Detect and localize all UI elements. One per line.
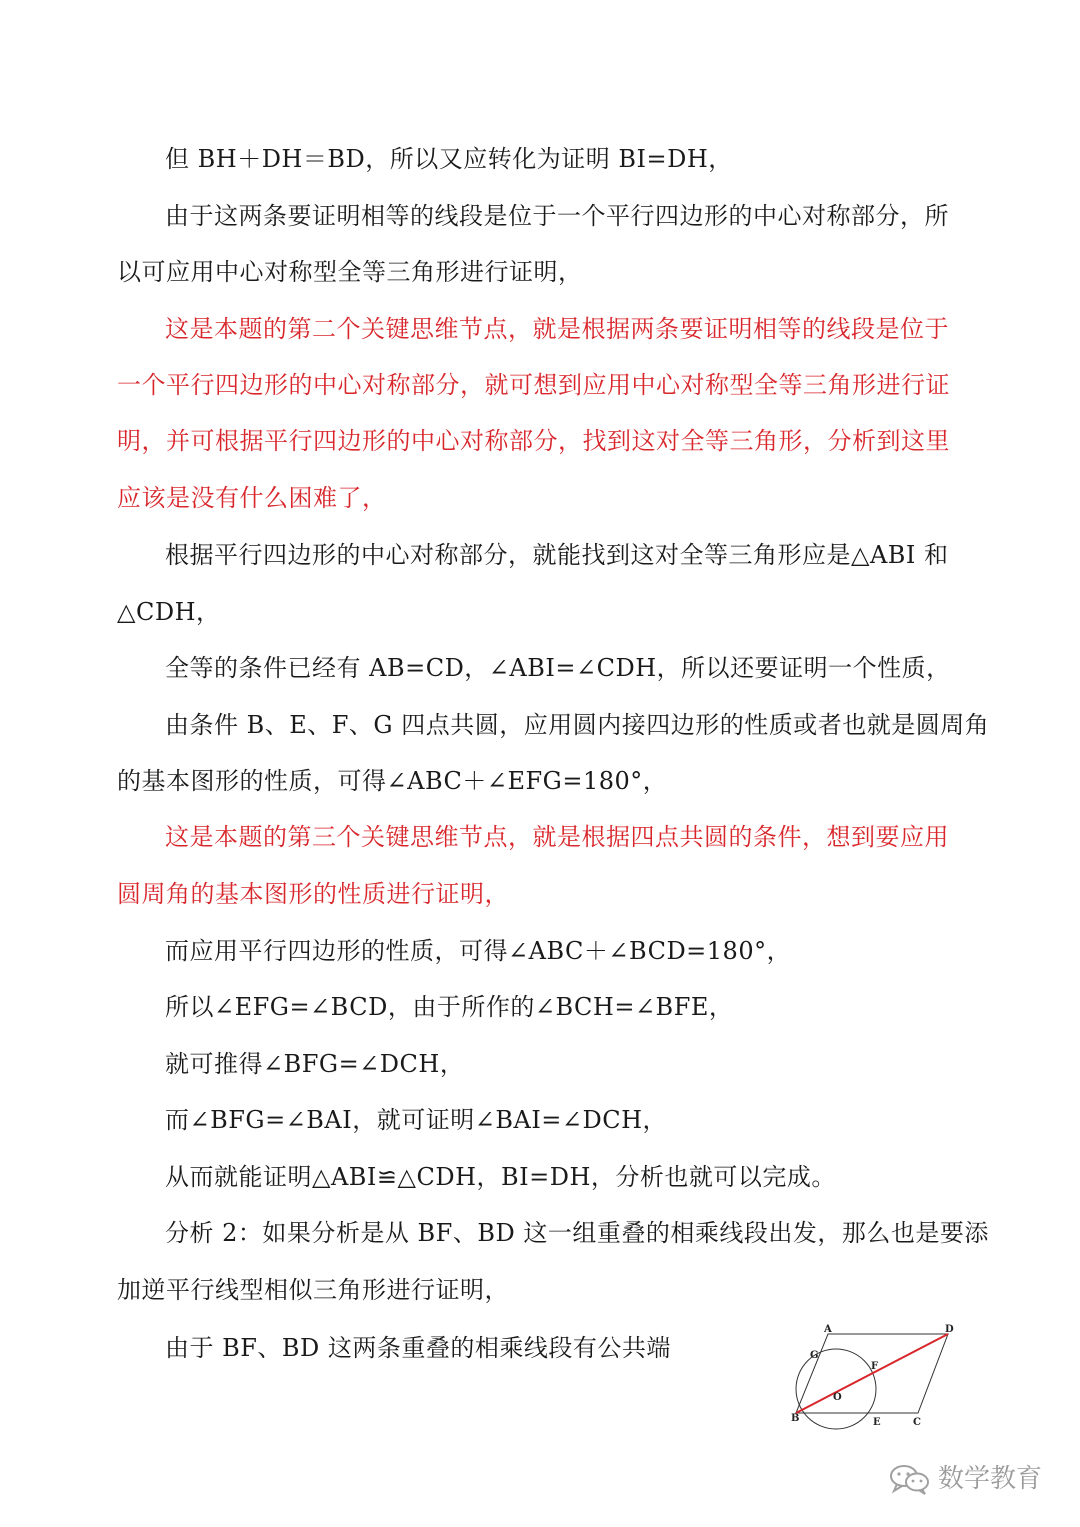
parallelogram-circle-diagram — [782, 1318, 962, 1438]
paragraph-line: 所以∠EFG=∠BCD，由于所作的∠BCH=∠BFE， — [165, 993, 734, 1021]
paragraph-line: 根据平行四边形的中心对称部分，就能找到这对全等三角形应是△ABI 和 — [165, 541, 949, 569]
point-label-b: B — [791, 1413, 800, 1424]
paragraph-line: 由于 BF、BD 这两条重叠的相乘线段有公共端 — [165, 1334, 671, 1362]
point-label-d: D — [945, 1324, 954, 1335]
wechat-icon — [888, 1462, 932, 1496]
highlight-line: 圆周角的基本图形的性质进行证明， — [117, 880, 509, 908]
point-label-g: G — [810, 1350, 819, 1361]
paragraph-line: 而应用平行四边形的性质，可得∠ABC＋∠BCD=180°， — [165, 937, 792, 965]
highlight-line: 这是本题的第三个关键思维节点，就是根据四点共圆的条件，想到要应用 — [165, 823, 949, 851]
point-label-a: A — [824, 1324, 832, 1335]
point-label-e: E — [873, 1417, 881, 1428]
paragraph-line: 但 BH＋DH＝BD，所以又应转化为证明 BI=DH， — [165, 145, 733, 173]
diagonal-bd — [796, 1334, 948, 1413]
paragraph-line: 分析 2：如果分析是从 BF、BD 这一组重叠的相乘线段出发，那么也是要添 — [165, 1219, 989, 1247]
highlight-line: 明，并可根据平行四边形的中心对称部分，找到这对全等三角形，分析到这里 — [117, 427, 950, 455]
point-label-c: C — [913, 1417, 921, 1428]
paragraph-line: 全等的条件已经有 AB=CD，∠ABI=∠CDH，所以还要证明一个性质， — [165, 654, 951, 682]
paragraph-line: 以可应用中心对称型全等三角形进行证明， — [117, 258, 583, 286]
highlight-line: 应该是没有什么困难了， — [117, 484, 387, 512]
watermark-text: 数学教育 — [938, 1464, 1043, 1494]
geometry-figure — [782, 1318, 962, 1438]
paragraph-line: 而∠BFG=∠BAI，就可证明∠BAI=∠DCH， — [165, 1106, 668, 1134]
paragraph-line: 由条件 B、E、F、G 四点共圆，应用圆内接四边形的性质或者也就是圆周角 — [165, 711, 990, 739]
paragraph-line: 从而就能证明△ABI≌△CDH，BI=DH，分析也就可以完成。 — [165, 1163, 836, 1191]
highlight-line: 这是本题的第二个关键思维节点，就是根据两条要证明相等的线段是位于 — [165, 315, 949, 343]
circle-o — [796, 1349, 879, 1429]
paragraph-line: 的基本图形的性质，可得∠ABC＋∠EFG=180°， — [117, 767, 668, 795]
paragraph-line: 就可推得∠BFG=∠DCH， — [165, 1050, 465, 1078]
paragraph-line: 由于这两条要证明相等的线段是位于一个平行四边形的中心对称部分，所 — [165, 202, 949, 230]
point-label-f: F — [871, 1361, 879, 1372]
point-label-o: O — [833, 1392, 842, 1403]
watermark — [888, 1460, 1058, 1500]
paragraph-line: △CDH， — [117, 598, 221, 626]
paragraph-line: 加逆平行线型相似三角形进行证明， — [117, 1276, 509, 1304]
highlight-line: 一个平行四边形的中心对称部分，就可想到应用中心对称型全等三角形进行证 — [117, 371, 950, 399]
